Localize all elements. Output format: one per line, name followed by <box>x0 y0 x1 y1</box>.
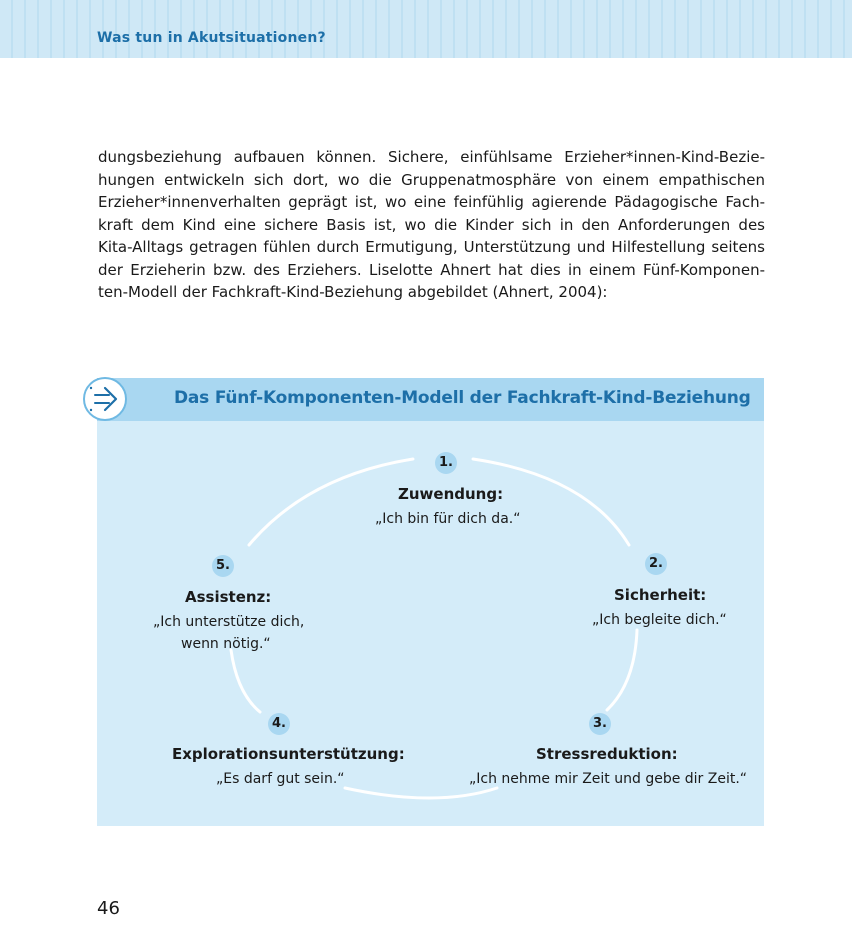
model-box-title: Das Fünf-Komponenten-Modell der Fachkraft-Kind-Beziehung <box>174 388 751 408</box>
component-1-title: Zuwendung: <box>398 485 504 503</box>
component-5-title: Assistenz: <box>185 588 272 606</box>
body-line: dungsbeziehung aufbauen können. Sichere, einfühlsame Erzieher*innen-Kind-Bezie- <box>98 148 765 166</box>
body-line: der Erzieherin bzw. des Erziehers. Liselotte Ahnert hat dies in einem Fünf-Komponen- <box>98 260 765 279</box>
component-1-number: 1. <box>435 452 457 474</box>
component-4-quote: „Es darf gut sein.“ <box>216 771 345 787</box>
component-2-quote: „Ich begleite dich.“ <box>592 612 727 628</box>
component-5-quote-line-1: „Ich unterstütze dich, <box>153 614 305 630</box>
component-3-quote: „Ich nehme mir Zeit und gebe dir Zeit.“ <box>469 771 748 787</box>
arc-5-to-4 <box>231 650 260 712</box>
arc-2-to-3 <box>607 630 637 710</box>
running-header-title: Was tun in Akutsituationen? <box>97 30 326 46</box>
component-2-number: 2. <box>645 553 667 575</box>
component-5-quote-line-2: wenn nötig.“ <box>181 636 271 652</box>
body-line: ten-Modell der Fachkraft-Kind-Beziehung abgebildet (Ahnert, 2004): <box>98 283 608 301</box>
body-line: Kita-Alltags getragen fühlen durch Ermutigung, Unterstützung und Hilfestellung seitens <box>98 238 765 256</box>
body-paragraph <box>98 146 765 304</box>
component-1-quote: „Ich bin für dich da.“ <box>375 511 521 527</box>
body-line: hungen entwickeln sich dort, wo die Gruppenatmosphäre von einem empathischen <box>98 170 765 189</box>
component-4-title: Explorationsunterstützung: <box>172 745 405 763</box>
component-5-number: 5. <box>212 555 234 577</box>
component-3-number: 3. <box>589 713 611 735</box>
body-line: kraft dem Kind eine sichere Basis ist, wo die Kinder sich in den Anforderungen des <box>98 215 765 234</box>
page-number: 46 <box>97 898 120 919</box>
component-4-number: 4. <box>268 713 290 735</box>
arc-5-to-1 <box>249 459 413 545</box>
component-3-title: Stressreduktion: <box>536 745 678 763</box>
body-line: Erzieher*innenverhalten geprägt ist, wo eine feinfühlig agierende Pädagogische Fach- <box>98 193 765 211</box>
header-band <box>0 0 852 58</box>
component-2-title: Sicherheit: <box>614 586 707 604</box>
